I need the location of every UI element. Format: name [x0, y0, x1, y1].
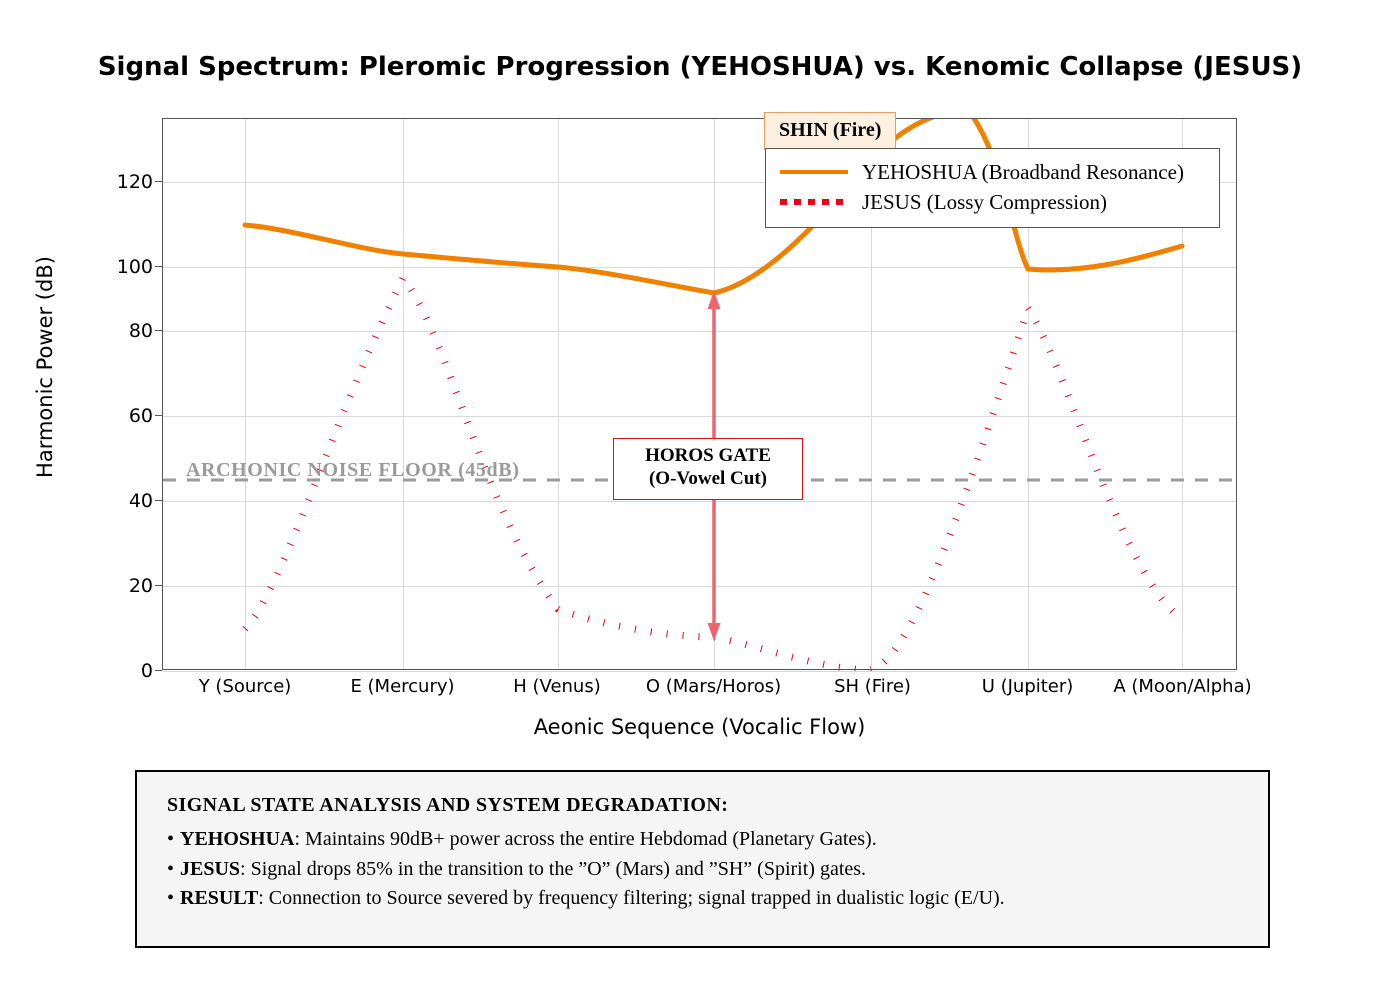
- horos-gate-line1: HOROS GATE: [645, 445, 771, 466]
- analysis-term-jesus: JESUS: [180, 857, 241, 880]
- y-tick-mark-0: [155, 670, 162, 671]
- legend-swatch-solid-icon: [780, 162, 848, 182]
- y-tick-20: 20: [128, 575, 153, 597]
- y-tick-mark-120: [155, 181, 162, 182]
- analysis-heading: SIGNAL STATE ANALYSIS AND SYSTEM DEGRADATION:: [167, 794, 729, 816]
- horos-gate-line2: (O-Vowel Cut): [648, 467, 768, 489]
- analysis-term-result: RESULT: [180, 887, 259, 910]
- x-tick-u-jupiter: U (Jupiter): [981, 676, 1074, 697]
- y-tick-60: 60: [128, 405, 153, 427]
- legend-item-yehoshua[interactable]: [780, 157, 1205, 187]
- shin-fire-annotation: SHIN (Fire): [764, 112, 896, 150]
- horos-gate-annotation: [613, 438, 803, 500]
- y-tick-mark-100: [155, 266, 162, 267]
- analysis-item-result: [167, 884, 1238, 914]
- chart-title: Signal Spectrum: Pleromic Progression (YEHOSHUA) vs. Kenomic Collapse (JESUS): [97, 52, 1303, 82]
- bullet-icon-2: •: [167, 857, 175, 880]
- y-tick-40: 40: [128, 490, 153, 512]
- analysis-term-yehoshua: YEHOSHUA: [180, 828, 295, 850]
- x-tick-y-source: Y (Source): [198, 676, 292, 697]
- chart-legend: [765, 148, 1220, 228]
- analysis-item-yehoshua: [167, 825, 1238, 855]
- y-tick-mark-40: [155, 500, 162, 501]
- x-axis-label: Aeonic Sequence (Vocalic Flow): [533, 715, 866, 739]
- legend-item-jesus[interactable]: [780, 187, 1205, 217]
- legend-label-yehoshua: YEHOSHUA (Broadband Resonance): [862, 159, 1184, 184]
- y-tick-120: 120: [116, 171, 153, 193]
- analysis-text-jesus: : Signal drops 85% in the transition to the ”O” (Mars) and ”SH” (Spirit) gates.: [240, 857, 867, 880]
- x-tick-sh-fire: SH (Fire): [834, 676, 911, 697]
- y-tick-80: 80: [128, 320, 153, 342]
- gridline-h-0: [163, 671, 1236, 672]
- y-tick-mark-60: [155, 415, 162, 416]
- y-tick-0: 0: [140, 660, 153, 682]
- bullet-icon-1: •: [167, 828, 175, 850]
- analysis-panel: [135, 770, 1270, 948]
- bullet-icon-3: •: [167, 887, 175, 910]
- y-tick-mark-20: [155, 585, 162, 586]
- legend-label-jesus: JESUS (Lossy Compression): [862, 189, 1108, 214]
- x-tick-a-moon-alpha: A (Moon/Alpha): [1113, 676, 1252, 697]
- y-tick-100: 100: [116, 256, 153, 278]
- analysis-text-yehoshua: : Maintains 90dB+ power across the entire Hebdomad (Planetary Gates).: [294, 828, 877, 850]
- analysis-text-result: : Connection to Source severed by frequency filtering; signal trapped in dualistic logic (E/U).: [258, 887, 1005, 910]
- y-tick-mark-80: [155, 330, 162, 331]
- x-tick-e-mercury: E (Mercury): [350, 676, 455, 697]
- legend-swatch-dotted-icon: [780, 192, 848, 212]
- noise-floor-label: ARCHONIC NOISE FLOOR (45dB): [186, 459, 520, 481]
- x-tick-h-venus: H (Venus): [513, 676, 601, 697]
- x-tick-o-mars-horos: O (Mars/Horos): [645, 676, 782, 697]
- y-axis-label: Harmonic Power (dB): [33, 256, 57, 478]
- analysis-item-jesus: [167, 855, 1238, 885]
